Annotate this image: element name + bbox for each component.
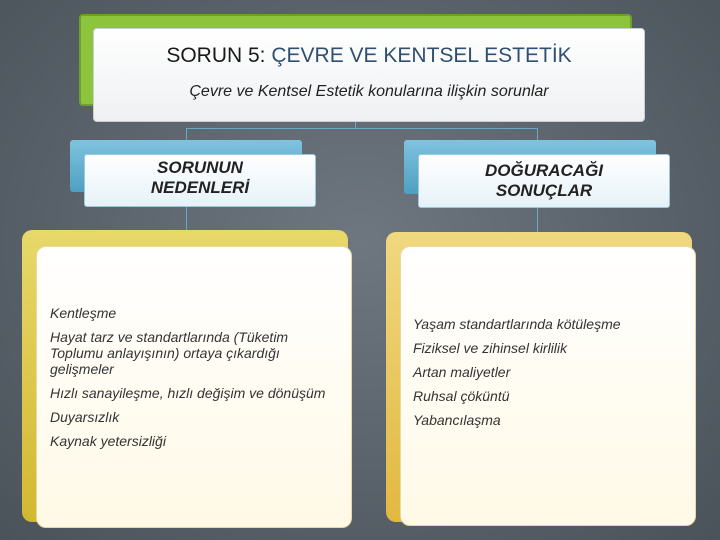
connector-right-panel [537, 207, 538, 232]
connector-right-drop [537, 128, 538, 140]
list-item: Yaşam standartlarında kötüleşme [413, 316, 621, 332]
connector-left-panel [186, 207, 187, 232]
list-item: Artan maliyetler [413, 364, 511, 380]
page-title [93, 44, 645, 68]
title-box [93, 28, 645, 122]
title-number: SORUN 5: [166, 44, 266, 67]
list-item: Hayat tarz ve standartlarında (Tüketim Toplumu anlayışının) ortaya çıkardığı gelişmeler [50, 329, 289, 377]
page-subtitle: Çevre ve Kentsel Estetik konularına ilişkin sorunlar [189, 83, 549, 100]
left-header-line2: NEDENLERİ [150, 178, 250, 197]
right-header-title [418, 161, 670, 201]
list-item: Fiziksel ve zihinsel kirlilik [413, 340, 568, 356]
list-item: Ruhsal çöküntü [413, 388, 510, 404]
list-item: Kentleşme [50, 305, 117, 321]
causes-list [50, 305, 340, 457]
left-header-line1: SORUNUN [157, 158, 243, 177]
connector-left-drop [186, 128, 187, 140]
list-item: Yabancılaşma [413, 412, 501, 428]
connector-horizontal [186, 128, 538, 129]
list-item: Kaynak yetersizliği [50, 433, 166, 449]
right-header-line1: DOĞURACAĞI [484, 161, 604, 180]
right-header-line2: SONUÇLAR [495, 181, 593, 200]
left-header-title [84, 158, 316, 198]
title-text: ÇEVRE VE KENTSEL ESTETİK [271, 44, 572, 67]
consequences-list [413, 316, 688, 436]
list-item: Duyarsızlık [50, 409, 120, 425]
list-item: Hızlı sanayileşme, hızlı değişim ve dönüşüm [50, 385, 326, 401]
